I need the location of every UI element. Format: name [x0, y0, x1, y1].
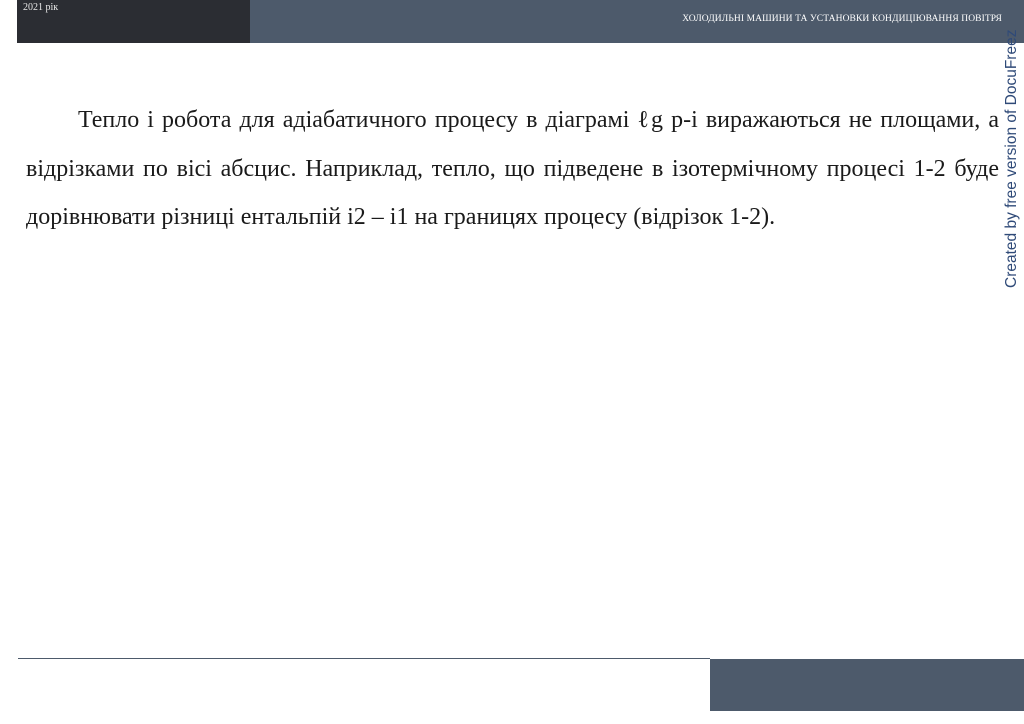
watermark-text: Created by free version of DocuFreez: [1003, 29, 1020, 288]
header-dark-block: [17, 0, 250, 43]
body-paragraph: Тепло і робота для адіабатичного процесу в діаграмі ℓg p-i виражаються не площами, а відрізками по вісі абсцис. Наприклад, тепло, що підведене в ізотермічному процесі 1-2 буде дорівнювати різниці ентальпій i2 – i1 на границях процесу (відрізок 1-2).: [26, 107, 999, 230]
footer-divider: [18, 658, 710, 659]
header-title-bar: [250, 0, 1024, 43]
watermark: [1002, 4, 1022, 288]
header-year: 2021 рік: [23, 2, 59, 13]
header-title: ХОЛОДИЛЬНІ МАШИНИ ТА УСТАНОВКИ КОНДИЦІЮВАННЯ ПОВІТРЯ: [682, 14, 1002, 24]
footer-block: [710, 659, 1024, 711]
